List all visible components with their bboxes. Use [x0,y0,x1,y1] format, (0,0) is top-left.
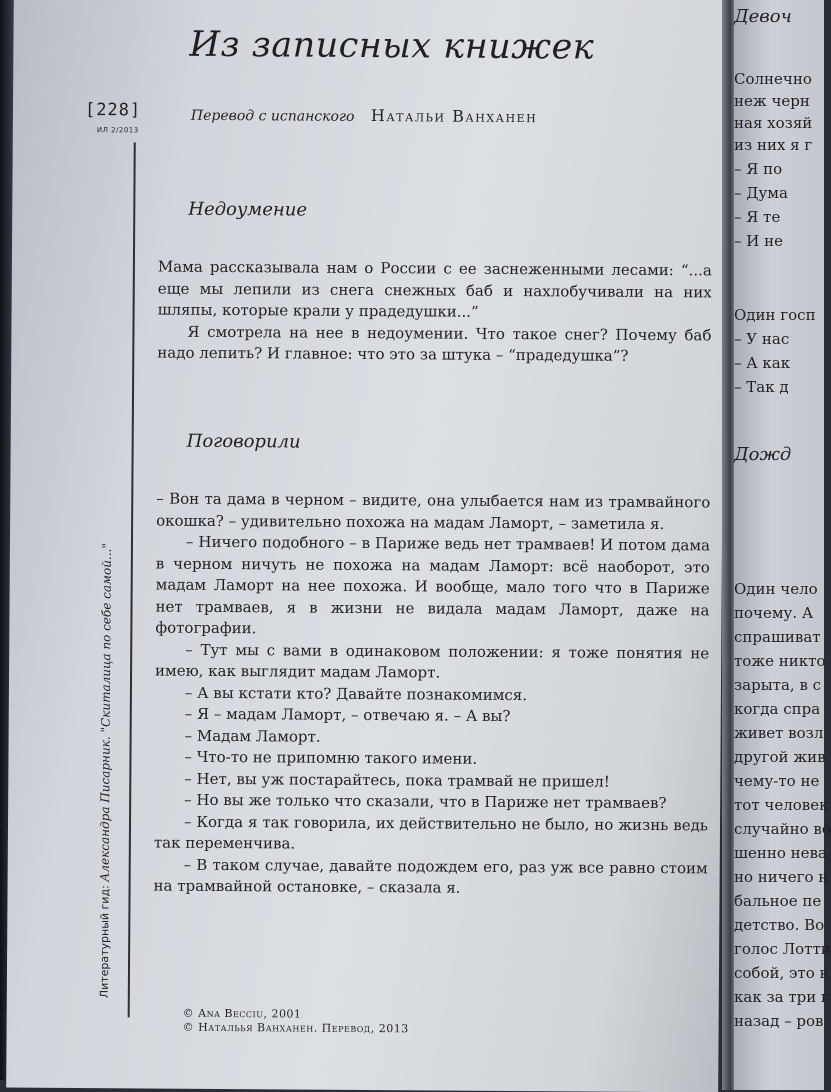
copyright-line: © Натальья Ванханен. Перевод, 2013 [182,1020,409,1036]
facing-line: – И не [734,232,783,250]
facing-line: неж черн [734,92,810,110]
facing-line: другой жив [734,748,826,766]
page-number: [228] [84,100,142,121]
facing-line: Солнечно [734,70,812,88]
paragraph: – Я – мадам Ламорт, – отвечаю я. – А вы? [184,704,511,726]
facing-line: зарыта, в с [734,676,822,694]
running-head-label: Литературный гид: [97,881,112,999]
facing-heading-2: Дожд [734,444,792,465]
facing-line: назад – ров [734,1012,824,1030]
facing-line: живет возл [734,724,824,742]
paragraph: – Ничего подобного – в Париже ведь нет трамваев! И потом дама в черном ничуть не похожа на мадам Ламорт: всё наоборот, это мадам Ламорт на нее похожа. И вообще, мало того что в Париже нет трамваев, я в жизни не видала мадам Ламорт, даже на фотографии. [155,532,711,638]
paragraph: – В таком случае, давайте подождем его, раз уж все равно стоим на трамвайной остановке, – сказала я. [153,855,708,897]
page-title: Из записных книжек [189,24,595,68]
facing-line: чему-то не [734,772,820,790]
facing-line: – Дума [734,184,788,202]
facing-heading-1: Девоч [734,6,792,27]
paragraph: – Что-то не припомню такого имени. [184,747,478,768]
paragraph: – Когда я так говорила, их действительно не было, но жизнь ведь так переменчива. [153,812,709,853]
paragraph: Мама рассказывала нам о России с ее заснеженными лесами: “...а еще мы лепили из снега снежных баб и нахлобучивали на них шляпы, которые крали у прадедушки...” [157,257,712,321]
book-page [6,0,726,1092]
section-body-1 [157,257,712,368]
facing-line: ная хозяй [734,114,813,132]
running-head-vertical [97,398,115,998]
facing-line: бальное пе [734,892,822,910]
translator-label: Перевод с испанского [190,107,355,125]
paragraph: – Тут мы с вами в одинаковом положении: я тоже понятия не имею, как выглядит мадам Ламорт. [155,640,710,682]
section-heading-1: Недоумение [188,198,308,221]
paragraph: – Мадам Ламорт. [184,726,321,746]
paragraph: – Но вы же только что сказали, что в Париже нет трамваев? [184,790,667,813]
facing-line: – Так д [734,378,789,396]
paragraph: – А вы кстати кто? Давайте познакомимся. [184,683,528,704]
facing-line: когда спра [734,700,821,718]
facing-line: собой, это в [734,964,828,982]
running-head-author: Александра Писарник. "Скиталица по себе самой..." [97,543,114,882]
paragraph: Я смотрела на нее в недоумении. Что такое снег? Почему баб надо лепить? И главное: что это за штука – “прадедушка”? [157,322,712,365]
issue-label: ИЛ 2/2013 [96,126,139,135]
facing-line: случайно во [734,820,831,838]
section-heading-2: Поговорили [186,430,301,453]
facing-line: детство. Во [734,916,825,934]
translator-line [191,105,537,126]
facing-line: шенно нева [734,844,827,862]
facing-line: – А как [734,354,791,372]
copyright-block [183,1007,409,1037]
facing-line: Один чело [734,580,818,598]
paragraph: – Вон та дама в черном – видите, она улыбается нам из трамвайного окошка? – удивительно похожа на мадам Ламорт, – заметила я. [156,489,711,533]
copyright-line: © Ana Becciu, 2001 [182,1006,302,1021]
facing-line: голос Лотти [734,940,831,958]
facing-page [734,0,831,1090]
facing-line: тот человек [734,796,829,814]
facing-line: почему. А [734,604,814,622]
margin-rule [128,142,136,1017]
facing-line: спрашиват [734,628,821,646]
translator-name: Натальи Ванханен [370,106,538,127]
facing-line: – Я те [734,208,781,226]
facing-line: но ничего н [734,868,829,886]
facing-line: тоже никто [734,652,826,670]
show-through-text [203,69,723,73]
facing-line: Один госп [734,306,816,324]
facing-line: из них я г [734,136,813,154]
facing-line: – У нас [734,330,790,348]
paragraph: – Нет, вы уж постарайтесь, пока трамвай не пришел! [184,769,610,791]
facing-line: как за три г [734,988,829,1006]
section-body-2 [154,489,711,901]
facing-line: – Я по [734,160,783,178]
